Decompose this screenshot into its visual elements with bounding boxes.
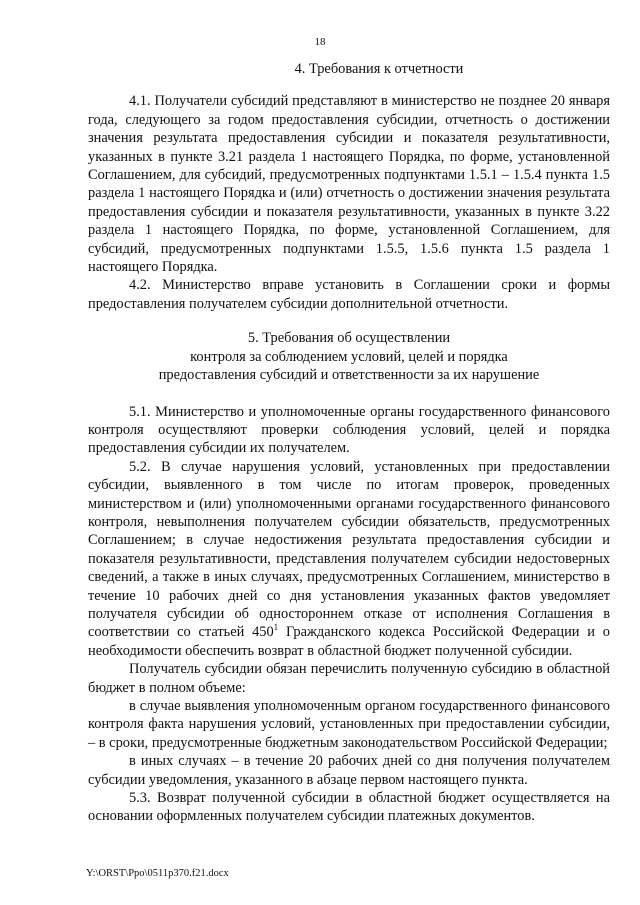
paragraph-4-1: 4.1. Получатели субсидий представляют в министерство не позднее 20 января года, следующего за годом предоставления субсидии, отчетность о достижении значения результата предоставления субсидии и показателя результативности, указанных в пункте 3.21 раздела 1 настоящего Порядка, по форме, установленной Соглашением, для субсидий, предусмотренных подпунктами 1.5.1 – 1.5.4 пункта 1.5 раздела 1 настоящего Порядка и (или) отчетность о достижении значения результата предоставления субсидии и показателя результативности, указанных в пункте 3.22 раздела 1 настоящего Порядка, по форме, установленной Соглашением, для субсидий, предусмотренных подпунктами 1.5.5, 1.5.6 пункта 1.5 раздела 1 настоящего Порядка.: [88, 93, 610, 276]
page-number: 18: [314, 36, 326, 48]
superscript: 1: [273, 622, 279, 633]
document-body: [88, 60, 610, 826]
paragraph-4-2: 4.2. Министерство вправе установить в Соглашении сроки и формы предоставления получателем субсидии дополнительной отчетности.: [88, 277, 610, 312]
paragraph-5-2-text-end: Гражданского кодекса Российской Федерации и о необходимости обеспечить возврат в областной бюджет полученной субсидии.: [88, 624, 610, 659]
section-5-heading: [88, 329, 610, 384]
paragraph-5-2-obligation: Получатель субсидии обязан перечислить полученную субсидию в областной бюджет в полном объеме:: [88, 661, 610, 696]
paragraph-5-1: 5.1. Министерство и уполномоченные органы государственного финансового контроля осуществляют проверки соблюдения условий, целей и порядка предоставления субсидии их получателем.: [88, 403, 610, 457]
section-5-heading-line-3: предоставления субсидий и ответственности за их нарушение: [158, 367, 540, 384]
paragraph-5-3: 5.3. Возврат полученной субсидии в областной бюджет осуществляется на основании оформленных получателем субсидии платежных документов.: [88, 790, 610, 825]
section-5-heading-line-2: контроля за соблюдением условий, целей и порядка: [190, 348, 508, 365]
paragraph-5-2: [88, 458, 610, 660]
paragraph-5-2-case-control: в случае выявления уполномоченным органом государственного финансового контроля факта нарушения условий, установленных при предоставлении субсидии, – в сроки, предусмотренные бюджетным законодательством Российской Федерации;: [88, 698, 610, 751]
paragraph-5-2-case-other: в иных случаях – в течение 20 рабочих дней со дня получения получателем субсидии уведомления, указанного в абзаце первом настоящего пункта.: [88, 753, 610, 788]
section-5-heading-line-1: 5. Требования об осуществлении: [247, 330, 451, 347]
section-4-heading: 4. Требования к отчетности: [294, 61, 464, 77]
footer-file-path: Y:\ORST\Ppo\0511p370.f21.docx: [86, 868, 229, 879]
paragraph-5-2-text: 5.2. В случае нарушения условий, установленных при предоставлении субсидии, выявленного в том числе по итогам проверок, проведенных министерством и (или) уполномоченными органами государственного финансового контроля, невыполнения получателем субсидии обязательств, предусмотренных Соглашением; в случае недостижения результата предоставления субсидии и показателя результативности, представления получателем субсидии недостоверных сведений, а также в иных случаях, предусмотренных Соглашением, министерство в течение 10 рабочих дней со дня установления указанных фактов уведомляет получателя субсидии об одностороннем отказе от исполнения Соглашения в соответствии со статьей 450: [88, 458, 610, 641]
